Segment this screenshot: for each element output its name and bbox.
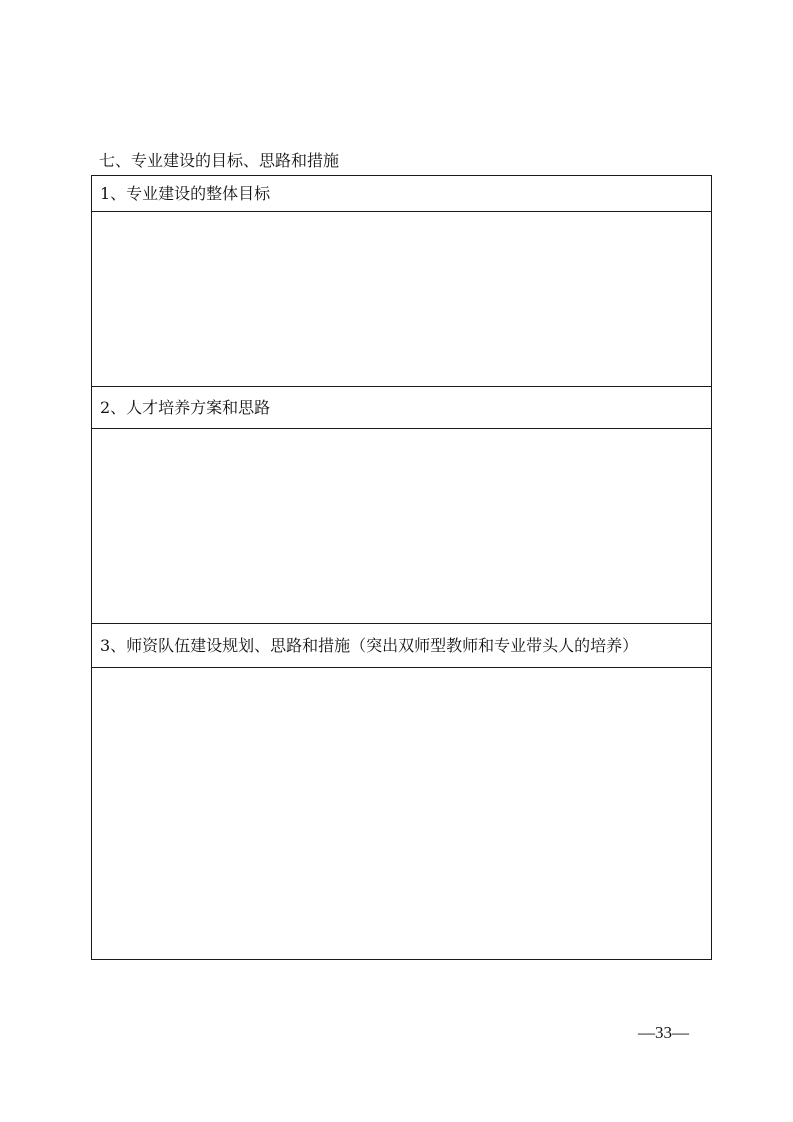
page-number: —33— xyxy=(638,1023,689,1042)
item-3-label: 3、师资队伍建设规划、思路和措施（突出双师型教师和专业带头人的培养） xyxy=(100,636,639,655)
item-3-label-divider xyxy=(92,667,711,668)
item-3-content-area[interactable] xyxy=(92,669,711,958)
form-table xyxy=(91,175,712,960)
item-1-label: 1、专业建设的整体目标 xyxy=(100,184,271,203)
section-heading: 七、专业建设的目标、思路和措施 xyxy=(99,151,340,170)
item-2-content-area[interactable] xyxy=(92,430,711,623)
item-2-bottom-divider xyxy=(92,623,711,624)
item-2-label-divider xyxy=(92,428,711,429)
item-1-content-area[interactable] xyxy=(92,213,711,386)
item-1-label-divider xyxy=(92,211,711,212)
item-2-label: 2、人才培养方案和思路 xyxy=(100,398,271,417)
item-1-bottom-divider xyxy=(92,386,711,387)
